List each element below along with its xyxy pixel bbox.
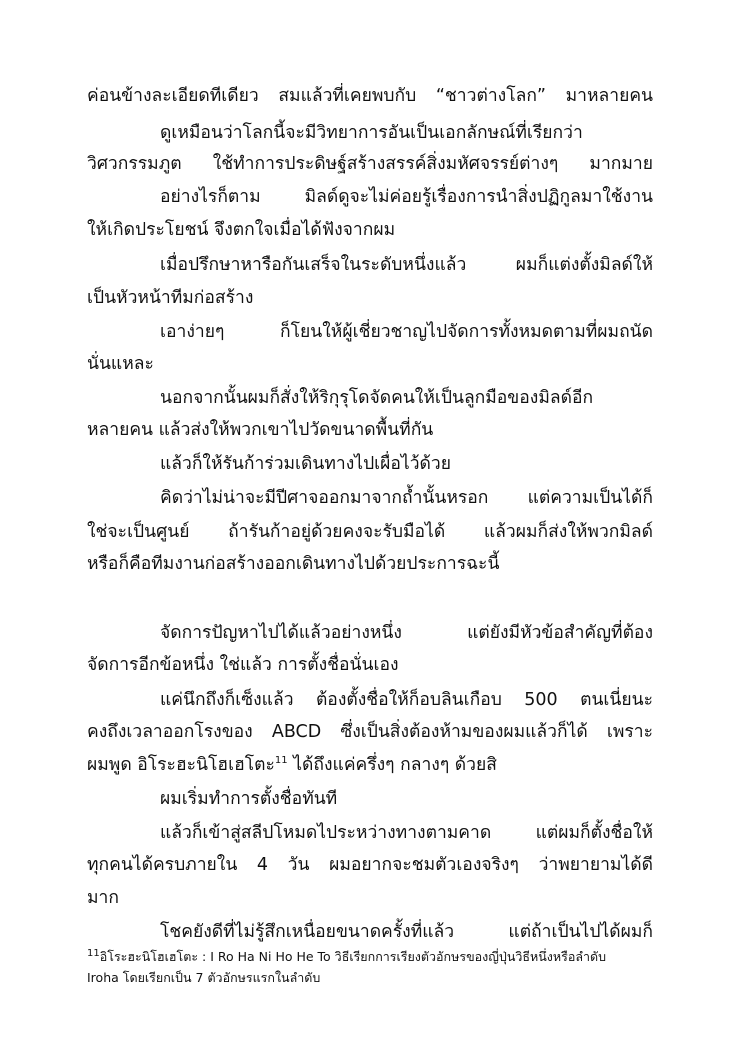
footnote-continuation: Iroha โดยเรียกเป็น 7 ตัวอักษรแรกในลำดับ [87,970,321,985]
text-line: คงถึงเวลาออกโรงของ ABCD ซึ่งเป็นสิ่งต้องห้ามของผมแล้วก็ได้ เพราะ [87,722,653,742]
text-line: มาก [87,888,119,908]
footnote [87,948,657,966]
text-line: หรือก็คือทีมงานก่อสร้างออกเดินทางไปด้วยประการฉะนี้ [87,554,500,574]
text-line: จัดการปัญหาไปได้แล้วอย่างหนึ่ง แต่ยังมีหัวข้อสำคัญที่ต้อง [160,623,653,643]
text-fragment: ผมพูด อิโระฮะนิโฮเฮโตะ [87,755,275,775]
text-fragment: ได้ถึงแค่ครึ่งๆ กลางๆ ด้วยสิ [293,755,497,775]
text-line: แล้วก็เข้าสู่สลีปโหมดไประหว่างทางตามคาด แต่ผมก็ตั้งชื่อให้ [160,823,653,843]
text-line: เมื่อปรึกษาหารือกันเสร็จในระดับหนึ่งแล้ว ผมก็แต่งตั้งมิลด์ให้ [160,255,653,275]
text-line: แล้วก็ให้รันก้าร่วมเดินทางไปเผื่อไว้ด้วย [160,454,451,474]
text-line [87,753,653,777]
text-line: อย่างไรก็ตาม มิลด์ดูจะไม่ค่อยรู้เรื่องการนำสิ่งปฏิกูลมาใช้งาน [160,187,653,207]
footnote-text: อิโระฮะนิโฮเฮโตะ : I Ro Ha Ni Ho He To วิธีเรียกการเรียงตัวอักษรของญี่ปุ่นวิธีหนึ่งหรือลำดับ [99,949,607,964]
text-line: คิดว่าไม่น่าจะมีปีศาจออกมาจากถ้ำนั้นหรอก แต่ความเป็นได้ก็ [160,488,653,508]
text-line: เป็นหัวหน้าทีมก่อสร้าง [87,288,254,308]
footnote-marker: 11 [87,947,100,959]
text-line: ผมเริ่มทำการตั้งชื่อทันที [160,789,338,809]
text-line: วิศวกรรมภูต ใช้ทำการประดิษฐ์สร้างสรรค์สิ่งมหัศจรรย์ต่างๆ มากมาย [87,154,653,174]
text-line: นอกจากนั้นผมก็สั่งให้ริกุรุโดจัดคนให้เป็นลูกมือของมิลด์อีก [160,388,594,408]
text-line: นั่นแหละ [87,354,154,374]
text-line: ทุกคนได้ครบภายใน 4 วัน ผมอยากจะชมตัวเองจริงๆ ว่าพยายามได้ดี [87,855,653,875]
text-line: ค่อนข้างละเอียดทีเดียว สมแล้วที่เคยพบกับ “ชาวต่างโลก” มาหลายคน [87,86,653,106]
text-line: โชคยังดีที่ไม่รู้สึกเหนื่อยขนาดครั้งที่แล้ว แต่ถ้าเป็นไปได้ผมก็ [160,922,653,942]
text-line: แค่นึกถึงก็เซ็งแล้ว ต้องตั้งชื่อให้ก็อบลินเกือบ 500 ตนเนี่ยนะ [160,690,653,710]
text-line: ใช่จะเป็นศูนย์ ถ้ารันก้าอยู่ด้วยคงจะรับมือได้ แล้วผมก็ส่งให้พวกมิลด์ [87,522,653,542]
text-line: เอาง่ายๆ ก็โยนให้ผู้เชี่ยวชาญไปจัดการทั้งหมดตามที่ผมถนัด [160,322,653,342]
text-line: หลายคน แล้วส่งให้พวกเขาไปวัดขนาดพื้นที่กัน [87,420,434,440]
text-line: ดูเหมือนว่าโลกนี้จะมีวิทยาการอันเป็นเอกลักษณ์ที่เรียกว่า [160,123,583,143]
footnote-reference: 11 [274,755,288,767]
text-line: จัดการอีกข้อหนึ่ง ใช่แล้ว การตั้งชื่อนั่นเอง [87,655,399,675]
text-line: ให้เกิดประโยชน์ จึงตกใจเมื่อได้ฟังจากผม [87,220,396,240]
